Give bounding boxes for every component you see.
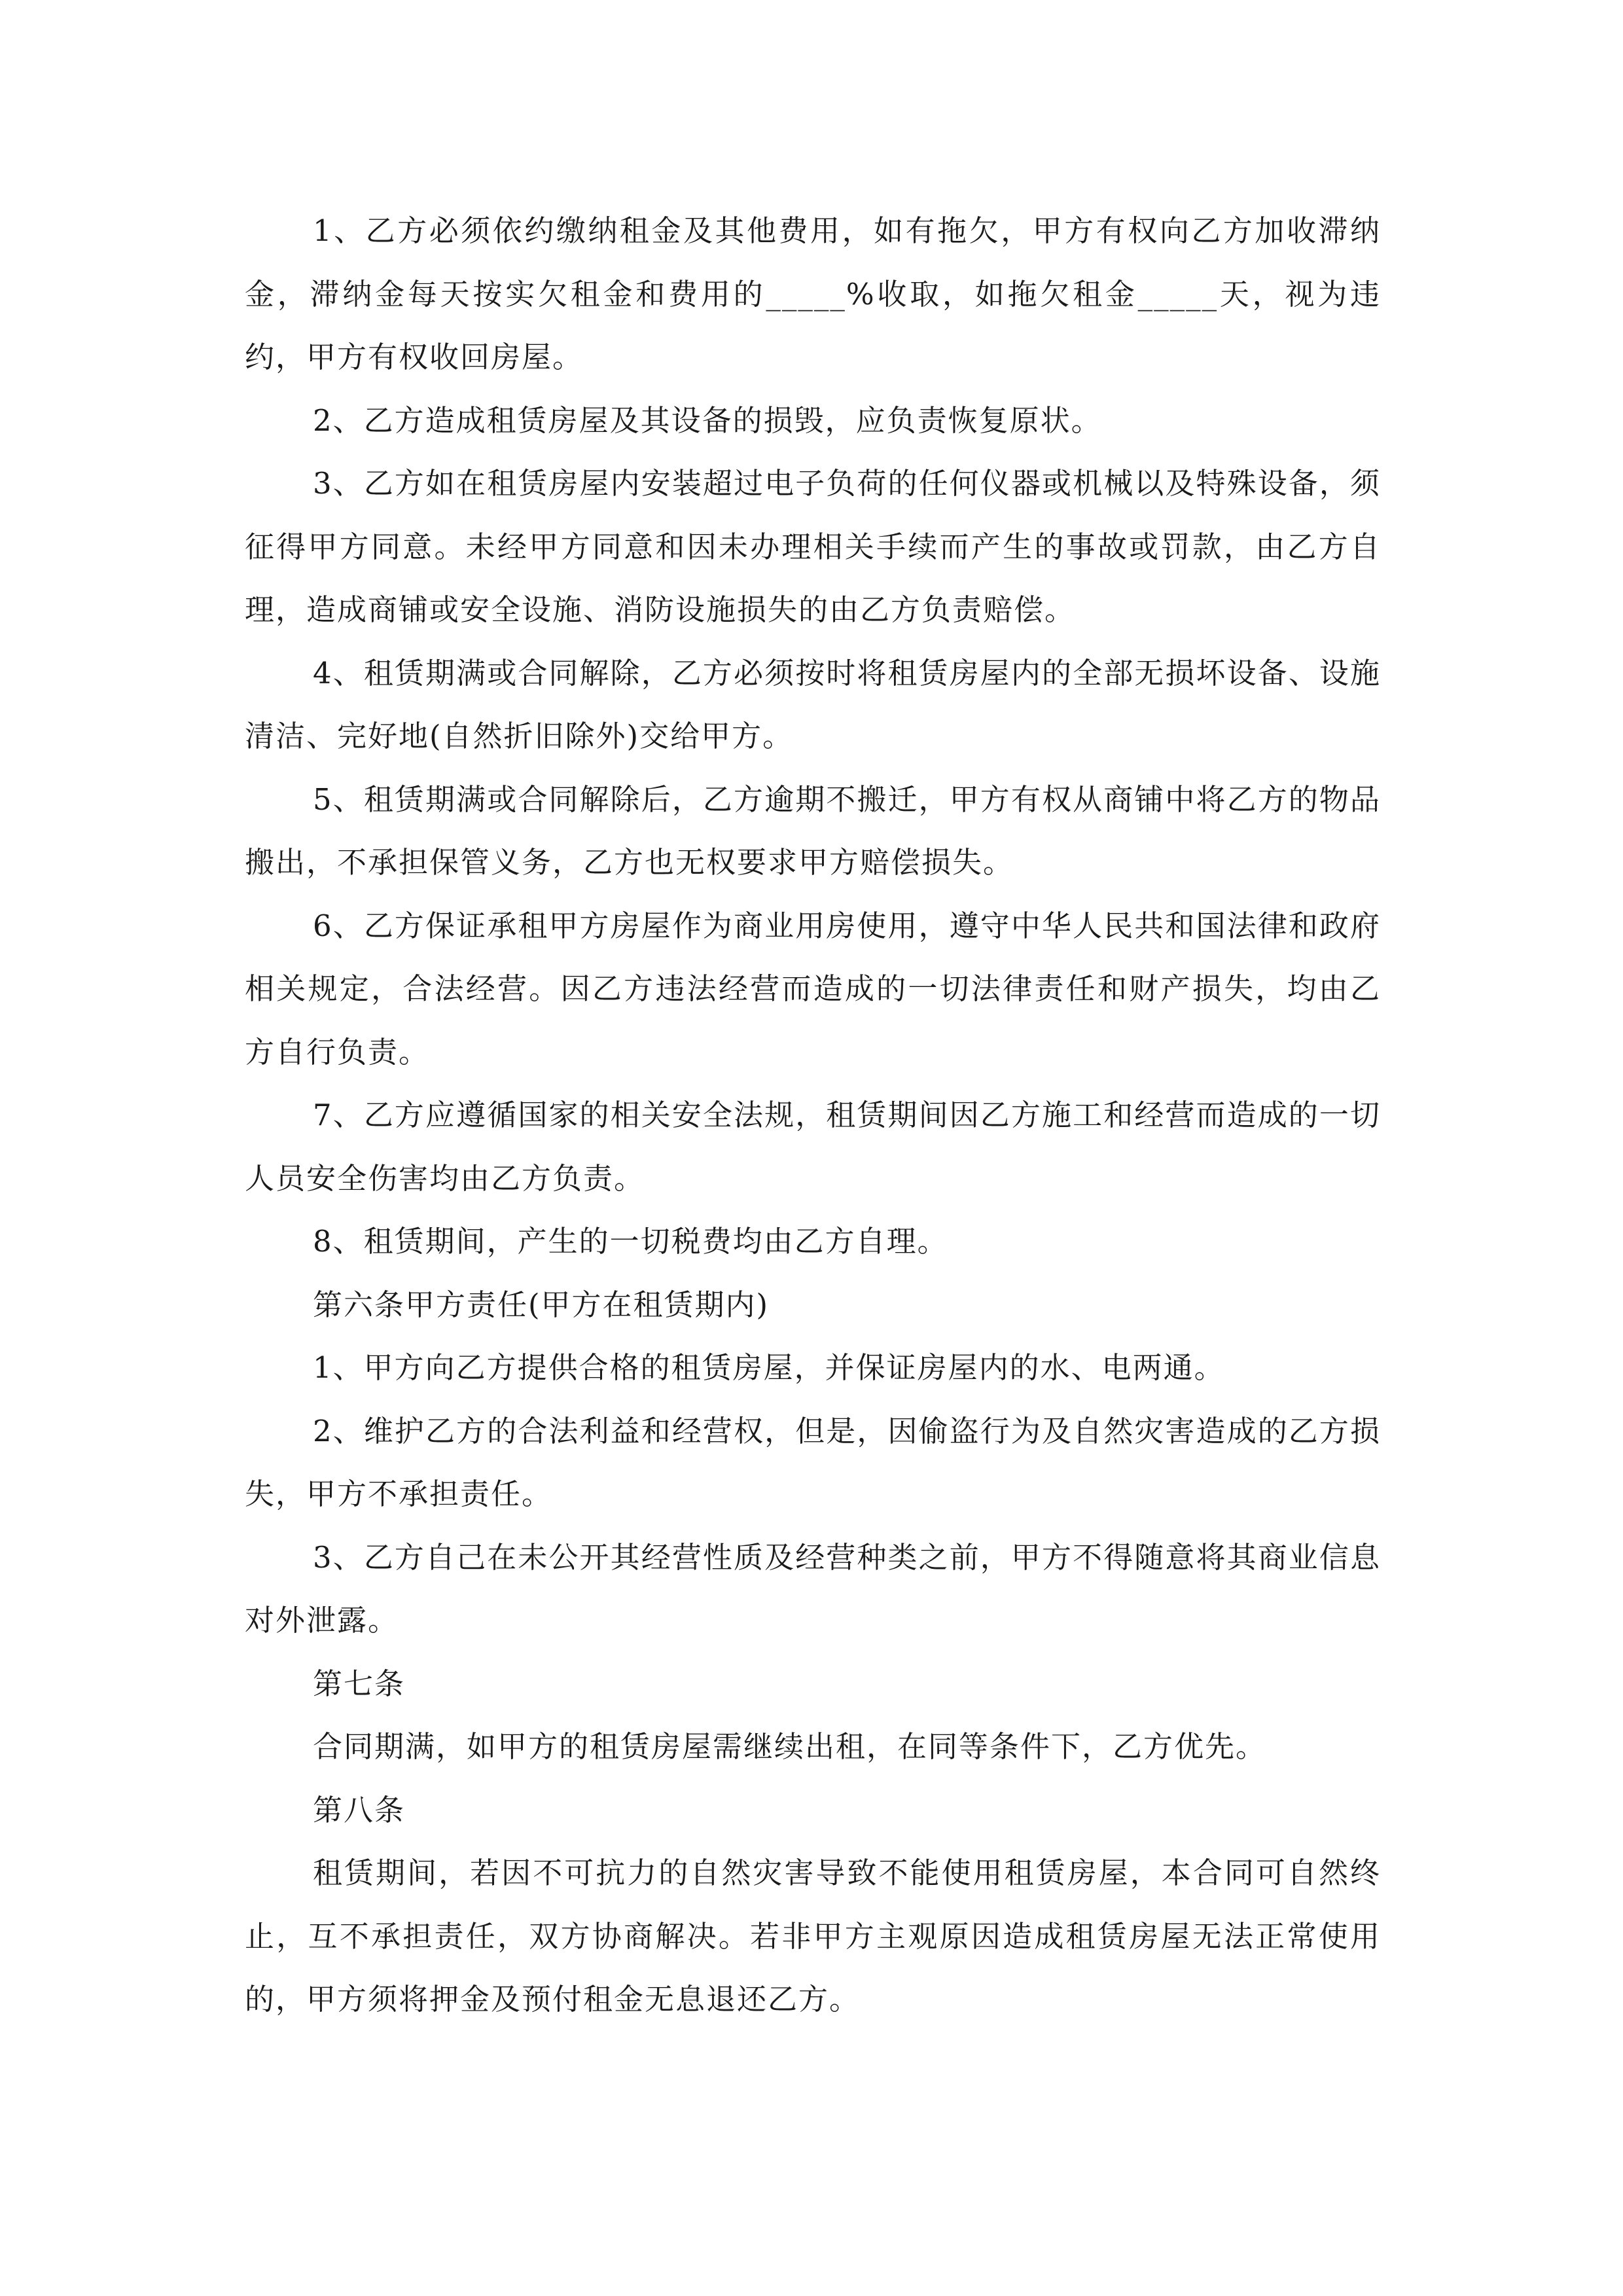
section-heading: 第七条 xyxy=(313,1666,406,1701)
clause-paragraph: 租赁期间，若因不可抗力的自然灾害导致不能使用租赁房屋，本合同可自然终止，互不承担责任，双方协商解决。若非甲方主观原因造成租赁房屋无法正常使用的，甲方须将押金及预付租金无息退还乙方。 xyxy=(245,1856,1381,2017)
clause-paragraph: 5、租赁期满或合同解除后，乙方逾期不搬迁，甲方有权从商铺中将乙方的物品搬出，不承担保管义务，乙方也无权要求甲方赔偿损失。 xyxy=(245,781,1381,880)
section-heading: 第八条 xyxy=(313,1792,406,1827)
section-heading: 第六条甲方责任(甲方在租赁期内) xyxy=(313,1287,770,1322)
clause-paragraph: 3、乙方自己在未公开其经营性质及经营种类之前，甲方不得随意将其商业信息对外泄露。 xyxy=(245,1539,1381,1638)
clause-paragraph: 2、乙方造成租赁房屋及其设备的损毁，应负责恢复原状。 xyxy=(313,403,1102,438)
clause-paragraph: 4、租赁期满或合同解除，乙方必须按时将租赁房屋内的全部无损坏设备、设施清洁、完好地(自然折旧除外)交给甲方。 xyxy=(245,655,1381,753)
document-body xyxy=(245,200,1381,2032)
clause-paragraph: 合同期满，如甲方的租赁房屋需继续出租，在同等条件下，乙方优先。 xyxy=(313,1729,1267,1764)
clause-paragraph: 6、乙方保证承租甲方房屋作为商业用房使用，遵守中华人民共和国法律和政府相关规定，合法经营。因乙方违法经营而造成的一切法律责任和财产损失，均由乙方自行负责。 xyxy=(245,908,1381,1069)
clause-paragraph: 3、乙方如在租赁房屋内安装超过电子负荷的任何仪器或机械以及特殊设备，须征得甲方同意。未经甲方同意和因未办理相关手续而产生的事故或罚款，由乙方自理，造成商铺或安全设施、消防设施损失的由乙方负责赔偿。 xyxy=(245,466,1381,627)
clause-paragraph: 7、乙方应遵循国家的相关安全法规，租赁期间因乙方施工和经营而造成的一切人员安全伤害均由乙方负责。 xyxy=(245,1098,1381,1196)
clause-paragraph: 1、甲方向乙方提供合格的租赁房屋，并保证房屋内的水、电两通。 xyxy=(313,1350,1225,1385)
clause-paragraph: 1、乙方必须依约缴纳租金及其他费用，如有拖欠，甲方有权向乙方加收滞纳金，滞纳金每天按实欠租金和费用的_____%收取，如拖欠租金_____天，视为违约，甲方有权收回房屋。 xyxy=(245,213,1381,374)
clause-paragraph: 8、租赁期间，产生的一切税费均由乙方自理。 xyxy=(313,1224,948,1259)
clause-paragraph: 2、维护乙方的合法利益和经营权，但是，因偷盗行为及自然灾害造成的乙方损失，甲方不承担责任。 xyxy=(245,1413,1381,1511)
